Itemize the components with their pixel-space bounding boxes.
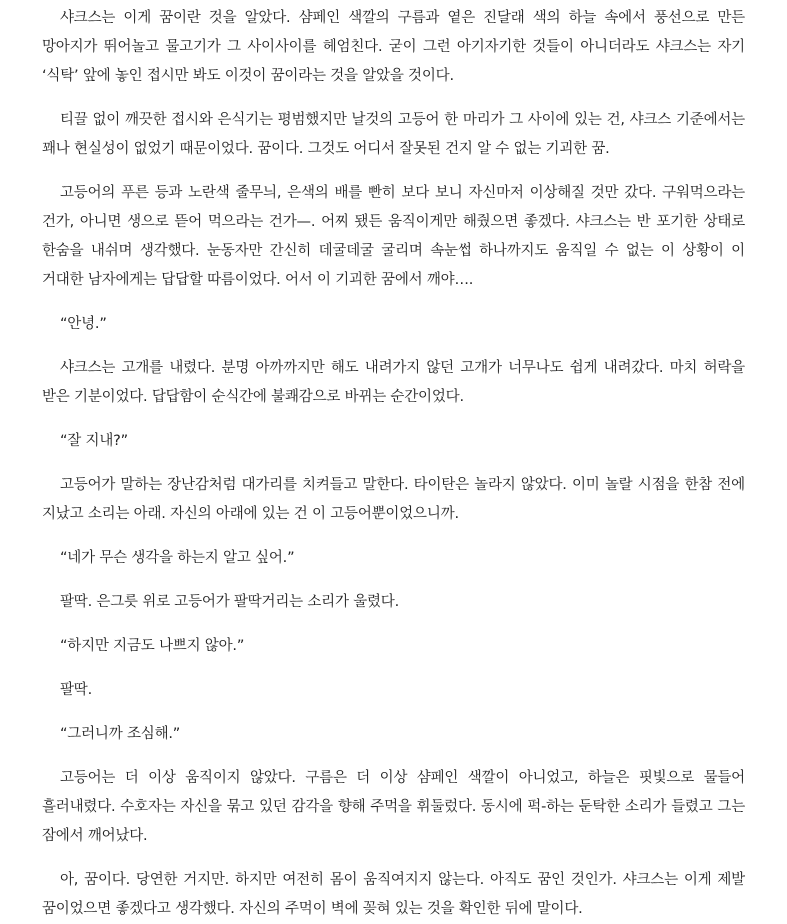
- story-paragraph: 고등어의 푸른 등과 노란색 줄무늬, 은색의 배를 빤히 보다 보니 자신마저 이상해질 것만 갔다. 구워먹으라는 건가, 아니면 생으로 뜯어 먹으라는 건가—. 어찌 됐든 움직이게만 해줬으면 좋겠다. 샤크스는 반 포기한 상태로 한숨을 내쉬며 생각했다. 눈동자만 간신히 데굴데굴 굴리며 속눈썹 하나까지도 움직일 수 없는 이 상황이 이 거대한 남자에게는 답답할 따름이었다. 어서 이 기괴한 꿈에서 깨야….: [42, 185, 745, 288]
- story-paragraph: 팔딱. 은그릇 위로 고등어가 팔딱거리는 소리가 울렸다.: [60, 594, 400, 610]
- story-paragraph: 고등어는 더 이상 움직이지 않았다. 구름은 더 이상 샴페인 색깔이 아니었고, 하늘은 핏빛으로 물들어 흘러내렸다. 수호자는 자신을 묶고 있던 감각을 향해 주먹을 휘둘렀다. 동시에 퍽-하는 둔탁한 소리가 들렸고 그는 잠에서 깨어났다.: [42, 770, 745, 844]
- story-paragraph: 팔딱.: [60, 682, 93, 698]
- dialogue-line: “네가 무슨 생각을 하는지 알고 싶어.”: [60, 550, 295, 566]
- story-paragraph: 아, 꿈이다. 당연한 거지만. 하지만 여전히 몸이 움직여지지 않는다. 아직도 꿈인 것인가. 샤크스는 이게 제발 꿈이었으면 좋겠다고 생각했다. 자신의 주먹이 벽에 꽂혀 있는 것을 확인한 뒤에 말이다.: [42, 872, 745, 917]
- dialogue-line: “잘 지내?”: [60, 433, 128, 449]
- story-paragraph: 고등어가 말하는 장난감처럼 대가리를 치켜들고 말한다. 타이탄은 놀라지 않았다. 이미 놀랄 시점을 한참 전에 지났고 소리는 아래. 자신의 아래에 있는 건 이 고등어뿐이었으니까.: [42, 477, 745, 522]
- story-paragraph: 샤크스는 고개를 내렸다. 분명 아까까지만 해도 내려가지 않던 고개가 너무나도 쉽게 내려갔다. 마치 허락을 받은 기분이었다. 답답함이 순식간에 불쾌감으로 바뀌는 순간이었다.: [42, 360, 745, 405]
- dialogue-line: “하지만 지금도 나쁘지 않아.”: [60, 638, 245, 654]
- dialogue-line: “그러니까 조심해.”: [60, 726, 181, 742]
- story-paragraph: 티끌 없이 깨끗한 접시와 은식기는 평범했지만 날것의 고등어 한 마리가 그 사이에 있는 건, 샤크스 기준에서는 꽤나 현실성이 없었기 때문이었다. 꿈이다. 그것도 어디서 잘못된 건지 알 수 없는 기괴한 꿈.: [42, 112, 745, 157]
- reader-page: [0, 4, 787, 918]
- dialogue-line: “안녕.”: [60, 316, 107, 332]
- story-paragraph: 샤크스는 이게 꿈이란 것을 알았다. 샴페인 색깔의 구름과 옅은 진달래 색의 하늘 속에서 풍선으로 만든 망아지가 뛰어놀고 물고기가 그 사이사이를 헤엄친다. 굳이 그런 아기자기한 것들이 아니더라도 샤크스는 자기 ‘식탁’ 앞에 놓인 접시만 봐도 이것이 꿈이라는 것을 알았을 것이다.: [42, 10, 745, 84]
